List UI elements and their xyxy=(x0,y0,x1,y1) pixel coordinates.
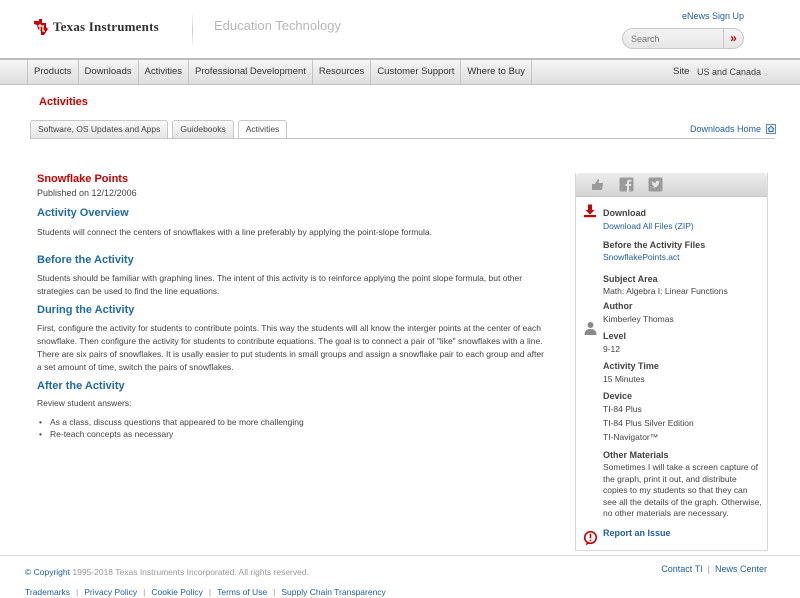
downloads-home-link[interactable] xyxy=(690,124,776,134)
privacy-policy-link[interactable]: Privacy Policy xyxy=(84,587,138,597)
nav-item-resources[interactable]: Resources xyxy=(313,60,371,84)
activity-sidebar xyxy=(575,173,768,551)
activity-content xyxy=(37,173,547,440)
copyright-link[interactable]: © Copyright xyxy=(25,567,71,577)
logo-text: Texas Instruments xyxy=(53,19,159,34)
level-label: Level xyxy=(603,331,627,341)
tab-divider xyxy=(30,138,775,139)
footer-divider xyxy=(0,555,800,556)
download-label: Download xyxy=(603,208,646,218)
trademarks-link[interactable]: Trademarks xyxy=(25,587,71,597)
main-nav xyxy=(0,58,800,85)
ti-logo[interactable] xyxy=(33,18,159,36)
device-label: Device xyxy=(603,391,633,401)
download-icon xyxy=(583,204,597,218)
facebook-icon[interactable] xyxy=(619,177,634,192)
contact-ti-link[interactable]: Contact TI xyxy=(661,564,703,574)
site-label: Site xyxy=(673,66,690,77)
supply-chain-link[interactable]: Supply Chain Transparency xyxy=(281,587,386,597)
tab-guidebooks[interactable]: Guidebooks xyxy=(172,120,233,138)
header-divider xyxy=(192,12,193,48)
nav-item-professional-development[interactable]: Professional Development xyxy=(189,60,313,84)
nav-item-products[interactable]: Products xyxy=(27,60,79,84)
after-heading: After the Activity xyxy=(37,380,125,392)
social-share-bar xyxy=(576,173,767,197)
search-input[interactable] xyxy=(631,32,721,46)
tab-software-updates[interactable]: Software, OS Updates and Apps xyxy=(30,120,168,138)
author-icon xyxy=(583,321,598,336)
thumbs-up-icon[interactable] xyxy=(590,177,605,192)
cookie-policy-link[interactable]: Cookie Policy xyxy=(151,587,203,597)
during-text: First, configure the activity for students to contribute points. This way the students will all know the interger points at the center of each snowflake. Then configure the activity for students to contribute equations. The goal is to connect a pair of "like" snowflakes with a line. There are six pairs of snowflakes. It is usally easier to put students in small groups and assign a snowflake pair to each group and after a set amount of time, switch the pairs of snowflakes. xyxy=(37,323,544,372)
nav-item-downloads[interactable]: Downloads xyxy=(79,60,139,84)
section-title: Activities xyxy=(39,96,88,108)
search-box xyxy=(622,28,744,49)
terms-of-use-link[interactable]: Terms of Use xyxy=(217,587,268,597)
report-issue-link[interactable]: Report an Issue xyxy=(603,527,671,538)
twitter-icon[interactable] xyxy=(648,177,663,192)
overview-text: Students will connect the centers of snowflakes with a line preferably by applying the point-slope formula. xyxy=(37,227,432,237)
footer-separator: | xyxy=(76,587,79,597)
before-heading: Before the Activity xyxy=(37,254,134,266)
ti-logo-icon xyxy=(33,18,49,36)
nav-item-activities[interactable]: Activities xyxy=(139,60,189,84)
level-value: 9-12 xyxy=(603,344,621,354)
before-text: Students should be familiar with graphing lines. The intent of this activity is to reinforce applying the point slope formula, but other strategies can be used to find the line equations. xyxy=(37,273,523,296)
materials-label: Other Materials xyxy=(603,450,669,460)
subject-value: Math: Algebra I: Linear Functions xyxy=(603,286,728,296)
before-file-link[interactable]: SnowflakePoints.act xyxy=(603,252,680,262)
footer-separator: | xyxy=(208,587,212,597)
site-header xyxy=(0,0,800,58)
device-item: TI-Navigator™ xyxy=(603,432,659,442)
list-item: • Re-teach concepts as necessary xyxy=(37,428,547,440)
device-item: TI-84 Plus xyxy=(603,404,642,414)
activity-title: Snowflake Points xyxy=(37,173,129,185)
list-item: • As a class, discuss questions that appeared to be more challenging xyxy=(37,416,547,428)
enews-signup-link[interactable]: eNews Sign Up xyxy=(681,11,744,21)
author-label: Author xyxy=(603,301,633,311)
footer-separator: | xyxy=(143,587,146,597)
news-center-link[interactable]: News Center xyxy=(714,564,767,574)
nav-item-where-to-buy[interactable]: Where to Buy xyxy=(461,60,532,84)
copyright xyxy=(25,567,309,577)
overview-heading: Activity Overview xyxy=(37,207,129,219)
author-value: Kimberley Thomas xyxy=(603,314,674,324)
time-value: 15 Minutes xyxy=(603,374,645,384)
downloads-home-label: Downloads Home xyxy=(690,124,762,134)
nav-item-customer-support[interactable]: Customer Support xyxy=(371,60,461,84)
footer-links xyxy=(25,587,386,597)
home-icon xyxy=(766,124,776,134)
tab-bar xyxy=(30,120,291,139)
during-heading: During the Activity xyxy=(37,304,135,316)
after-text: Review student answers: xyxy=(37,398,132,408)
published-date: Published on 12/12/2006 xyxy=(37,188,137,198)
subject-label: Subject Area xyxy=(603,274,658,284)
time-label: Activity Time xyxy=(603,361,659,371)
materials-text: Sometimes I will take a screen capture of the graph, print it out, and distribute copies to my students so that they can see all the details of the graph. Otherwise, no other materials are necessary. xyxy=(603,462,762,518)
footer-separator: | xyxy=(273,587,276,597)
search-button[interactable]: » xyxy=(723,29,743,48)
after-bullet-list xyxy=(37,416,547,440)
footer-contact xyxy=(661,564,767,574)
site-selector[interactable]: US and Canada xyxy=(697,67,762,77)
device-item: TI-84 Plus Silver Edition xyxy=(603,418,694,428)
footer-separator: | xyxy=(707,564,710,574)
copyright-text: 1995-2018 Texas Instruments Incorporated. All rights reserved. xyxy=(72,567,309,577)
before-files-label: Before the Activity Files xyxy=(603,240,706,250)
header-tagline: Education Technology xyxy=(214,18,341,33)
download-all-link[interactable]: Download All Files (ZIP) xyxy=(603,221,694,231)
tab-activities[interactable]: Activities xyxy=(238,120,288,139)
report-issue-icon xyxy=(583,531,598,546)
